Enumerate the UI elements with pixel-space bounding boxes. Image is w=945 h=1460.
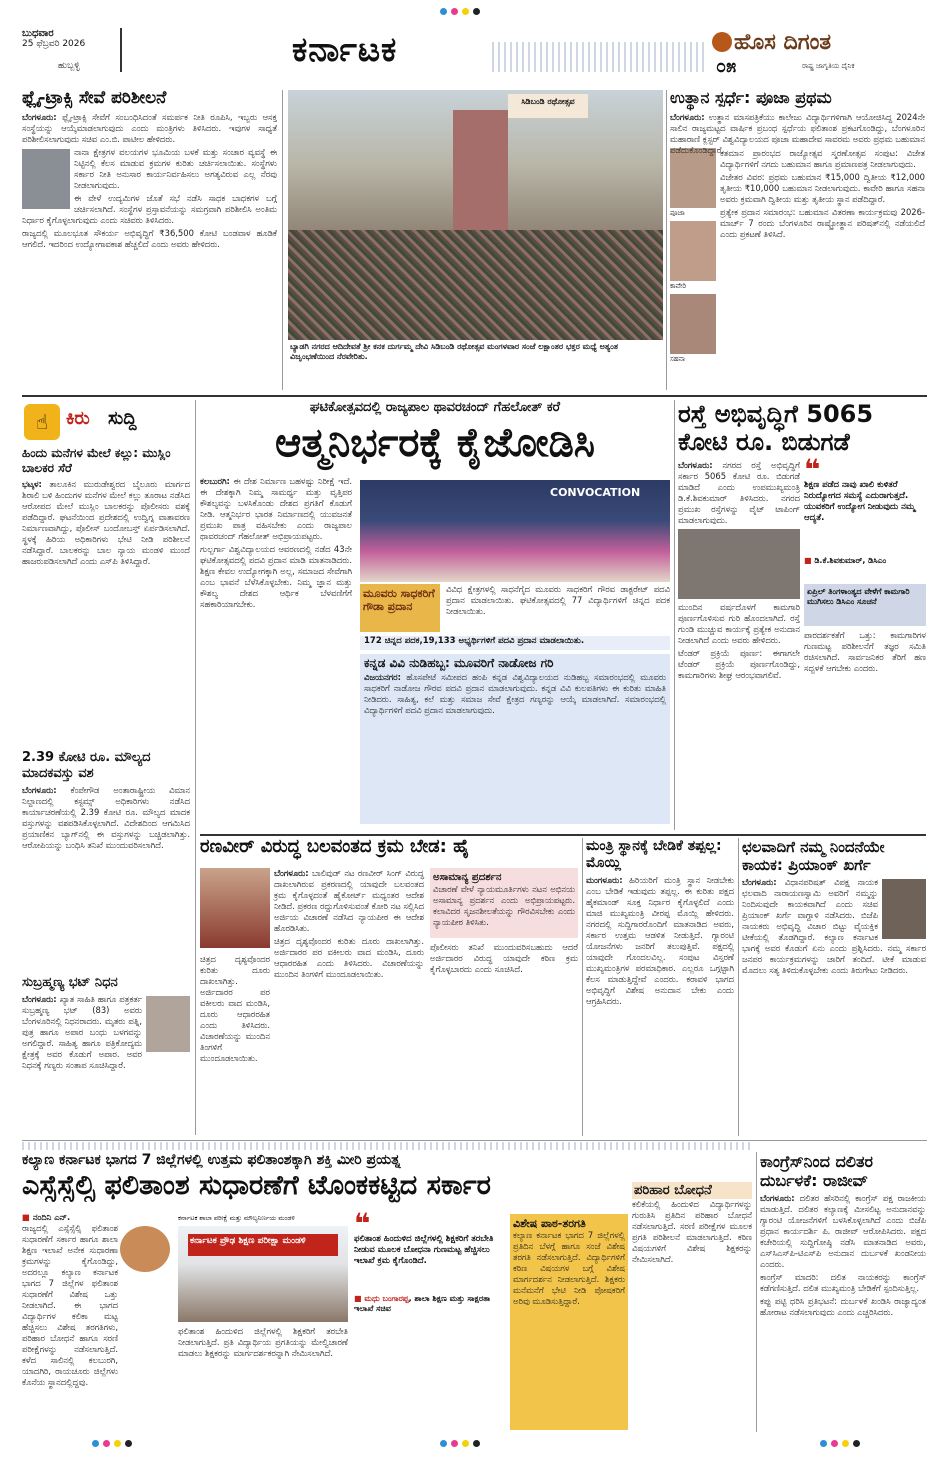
story-hc-p2: ಚಿತ್ರದ ದೃಶ್ಯವೊಂದರ ಕುರಿತು ದೂರು ದಾಖಲಾಗಿತ್ತು. ಅರ್ಜಿದಾರರ ಪರ ವಕೀಲರು ವಾದ ಮಂಡಿಸಿ, ದೂರು ಆಧಾರರಹಿತ ಎಂದು ತಿಳಿಸಿದರು. ವಿಚಾರಣೆಯನ್ನು ಮುಂದಿನ ತಿಂಗಳಿಗೆ ಮುಂದೂಡಲಾಯಿತು.	[274, 936, 424, 979]
registration-dots-bottom-right	[820, 1440, 880, 1450]
puja-portraits	[670, 148, 716, 384]
kirusuddi-hand-icon: ☝	[24, 404, 60, 440]
sslc-quote-role: ಶಾಲಾ ಶಿಕ್ಷಣ ಮತ್ತು ಸಾಕ್ಷರತಾ ಇಲಾಖೆ ಸಚಿವ	[354, 1294, 491, 1313]
story-hc-p3: ಪೊಲೀಸರು ತನಿಖೆ ಮುಂದುವರಿಸಬಹುದು ಆದರೆ ಅರ್ಜಿದಾರರ ವಿರುದ್ಧ ಯಾವುದೇ ಕಠಿಣ ಕ್ರಮ ಕೈಗೊಳ್ಳಬಾರದು ಎಂದು ಸೂಚಿಸಿದೆ.	[430, 942, 578, 974]
lead-story	[200, 400, 670, 830]
rule-v2	[666, 90, 667, 390]
rule-v6	[738, 838, 739, 1136]
story-fastag-headline: ಫ್ಲೈ-ಟ್ರಾಕ್ಸಿ ಸೇವೆ ಪರಿಶೀಲನೆ	[22, 88, 167, 108]
sslc-remedial-body: ಕಲಿಕೆಯಲ್ಲಿ ಹಿಂದುಳಿದ ವಿದ್ಯಾರ್ಥಿಗಳನ್ನು ಗುರುತಿಸಿ ಪ್ರತಿದಿನ ಪರಿಹಾರ ಬೋಧನೆ ನಡೆಸಲಾಗುತ್ತಿದೆ. ಸರಣಿ ಪರೀಕ್ಷೆಗಳ ಮೂಲಕ ಪ್ರಗತಿ ಪರಿಶೀಲನೆ ಮಾಡಲಾಗುತ್ತಿದೆ. ಕಠಿಣ ವಿಷಯಗಳಿಗೆ ವಿಶೇಷ ಶಿಕ್ಷಕರನ್ನು ನೇಮಿಸಲಾಗಿದೆ.	[632, 1199, 752, 1264]
story-hc-box-title: ಅಸಾಮಾನ್ಯ ಪ್ರದರ್ಶನ	[433, 872, 502, 883]
story-sslc	[22, 1152, 752, 1432]
kirusuddi-item-1	[22, 446, 190, 741]
story-hc-body-col1b	[200, 954, 270, 1136]
roads-p3: ಟೆಂಡರ್ ಪ್ರಕ್ರಿಯೆ ಪೂರ್ಣ: ಈಗಾಗಲೇ ಟೆಂಡರ್ ಪ್ರಕ್ರಿಯೆ ಪೂರ್ಣಗೊಂಡಿದ್ದು, ಕಾಮಗಾರಿಗಳು ಶೀಘ್ರ ಆರಂಭವಾಗಲಿವೆ.	[678, 648, 800, 680]
kirusuddi-item-1-headline: ಹಿಂದು ಮನೆಗಳ ಮೇಲೆ ಕಲ್ಲು: ಮುಸ್ಲಿಂ ಬಾಲಕರ ಸೆರೆ	[22, 446, 171, 475]
story-fastag-p3: ಈ ವೇಳೆ ಉದ್ಯಮಿಗಳ ಜೊತೆ ಸಭೆ ನಡೆಸಿ ಸಾಧಕ ಬಾಧಕಗಳ ಬಗ್ಗೆ ಚರ್ಚಿಸಲಾಗಿದೆ. ಸಂಸ್ಥೆಗಳ ಪ್ರಸ್ತಾವನೆಯನ್ನು ಸಮಗ್ರವಾಗಿ ಪರಿಶೀಲಿಸಿ ಅಂತಿಮ ನಿರ್ಧಾರ ಕೈಗೊಳ್ಳಲಾಗುವುದು ಎಂದು ಸಚಿವರು ತಿಳಿಸಿದರು.	[22, 192, 277, 225]
story-mantri-body: ಹಿರಿಯರಿಗೆ ಮಂತ್ರಿ ಸ್ಥಾನ ನೀಡಬೇಕು ಎಂಬ ಬೇಡಿಕೆ ಇಡುವುದು ತಪ್ಪಲ್ಲ. ಈ ಕುರಿತು ಪಕ್ಷದ ಹೈಕಮಾಂಡ್ ಸೂಕ್ತ ನಿರ್ಧಾರ ಕೈಗೊಳ್ಳಲಿದೆ ಎಂದು ಮಾಜಿ ಮುಖ್ಯಮಂತ್ರಿ ವೀರಪ್ಪ ಮೊಯ್ಲಿ ಹೇಳಿದರು. ನಗರದಲ್ಲಿ ಸುದ್ದಿಗಾರರೊಂದಿಗೆ ಮಾತನಾಡಿದ ಅವರು, ಸರ್ಕಾರ ಉತ್ತಮ ಆಡಳಿತ ನೀಡುತ್ತಿದೆ. ಗ್ಯಾರಂಟಿ ಯೋಜನೆಗಳು ಜನರಿಗೆ ತಲುಪುತ್ತಿವೆ. ಪಕ್ಷದಲ್ಲಿ ಯಾವುದೇ ಗೊಂದಲವಿಲ್ಲ. ಸಂಪುಟ ವಿಸ್ತರಣೆ ಮುಖ್ಯಮಂತ್ರಿಗಳ ಪರಮಾಧಿಕಾರ. ಎಲ್ಲರೂ ಒಗ್ಗಟ್ಟಾಗಿ ಕೆಲಸ ಮಾಡುತ್ತಿದ್ದೇವೆ ಎಂದರು. ಕರಾವಳಿ ಭಾಗದ ಅಭಿವೃದ್ಧಿಗೆ ವಿಶೇಷ ಅನುದಾನ ಬೇಕು ಎಂದು ಆಗ್ರಹಿಸಿದರು.	[586, 875, 734, 1006]
kirusuddi-item-3-portrait	[146, 996, 190, 1052]
brand-emblem-icon	[712, 32, 732, 52]
sslc-quote: ಫಲಿತಾಂಶ ಹಿಂದುಳಿದ ಜಿಲ್ಲೆಗಳಲ್ಲಿ ಶಿಕ್ಷಕರಿಗೆ ತರಬೇತಿ ನೀಡುವ ಮೂಲಕ ಬೋಧನಾ ಗುಣಮಟ್ಟ ಹೆಚ್ಚಿಸಲು ಇಲಾಖೆ ಕ್ರಮ ಕೈಗೊಂಡಿದೆ.	[354, 1234, 494, 1266]
roads-quote-author: ಡಿ.ಕೆ.ಶಿವಕುಮಾರ್	[814, 556, 863, 565]
rule-h1	[22, 395, 927, 397]
story-kharge-headline: ಛಲವಾದಿಗೆ ನಮ್ಮ ನಿಂದನೆಯೇ ಕಾಯಕ: ಪ್ರಿಯಾಂಕ್ ಖರ್ಗೆ	[742, 838, 885, 874]
story-rajeev-headline: ಕಾಂಗ್ರೆಸ್‌ನಿಂದ ದಲಿತರ ದುರ್ಬಳಕೆ: ರಾಜೀವ್	[760, 1152, 873, 1190]
story-hc-box-body: ವಿಚಾರಣೆ ವೇಳೆ ನ್ಯಾಯಮೂರ್ತಿಗಳು ನಟನ ಅಭಿನಯ ಅಸಾಮಾನ್ಯ ಪ್ರದರ್ಶನ ಎಂದು ಅಭಿಪ್ರಾಯಪಟ್ಟರು. ಕಲಾವಿದರ ಸೃಜನಶೀಲತೆಯನ್ನು ಗೌರವಿಸಬೇಕು ಎಂದು ನ್ಯಾಯಪೀಠ ತಿಳಿಸಿತು.	[433, 884, 575, 927]
reg-dot-magenta	[831, 1440, 838, 1447]
story-rajeev-sub1: ಕಾಂಗ್ರೆಸ್ ಮಾದರಿ: ದಲಿತ ನಾಯಕರನ್ನು ಕಾಂಗ್ರೆಸ್ ಕಡೆಗಣಿಸುತ್ತಿದೆ. ದಲಿತ ಮುಖ್ಯಮಂತ್ರಿ ಬೇಡಿಕೆಗೆ ಸ್ಪಂದಿಸುತ್ತಿಲ್ಲ.	[760, 1272, 926, 1293]
rule-v7	[756, 1152, 757, 1432]
kirusuddi-item-3-headline: ಸುಬ್ರಹ್ಮಣ್ಯ ಭಟ್ ನಿಧನ	[22, 975, 118, 990]
kirusuddi-item-2-headline: 2.39 ಕೋಟಿ ರೂ. ಮೌಲ್ಯದ ಮಾದಕವಸ್ತು ವಶ	[22, 750, 151, 781]
rule-v3	[195, 400, 196, 1135]
story-kharge	[742, 838, 926, 1136]
temple-tower	[453, 110, 508, 230]
portrait-puja	[670, 148, 716, 208]
story-hc-p1-cont: ಚಿತ್ರದ ದೃಶ್ಯವೊಂದರ ಕುರಿತು ದೂರು ದಾಖಲಾಗಿತ್ತು. ಅರ್ಜಿದಾರರ ಪರ ವಕೀಲರು ವಾದ ಮಂಡಿಸಿ, ದೂರು ಆಧಾರರಹಿತ ಎಂದು ತಿಳಿಸಿದರು. ವಿಚಾರಣೆಯನ್ನು ಮುಂದಿನ ತಿಂಗಳಿಗೆ ಮುಂದೂಡಲಾಯಿತು.	[200, 954, 270, 1063]
roads-body-col1	[678, 460, 800, 830]
story-hc-court-photo	[200, 868, 270, 948]
reg-dot-magenta	[103, 1440, 110, 1447]
kirusuddi-item-2	[22, 750, 190, 970]
story-hc-box	[430, 868, 578, 938]
story-fastag-body	[22, 112, 277, 250]
kirusuddi-header	[22, 400, 190, 444]
story-puja-p2: ಕತಮಾನ ಪ್ರಾರಂಭದ ರಾಜ್ಯೋತ್ಸವ ಸ್ಮರಣೋತ್ಸವ ಸಂಪುಟ: ವಿಜೇತ ವಿದ್ಯಾರ್ಥಿಗಳಿಗೆ ನಗದು ಬಹುಮಾನ ಹಾಗೂ ಪ್ರಮಾಣಪತ್ರ ನೀಡಲಾಗುವುದು.	[720, 148, 925, 169]
convocation-banner: CONVOCATION	[550, 486, 641, 499]
rule-h3	[22, 1140, 927, 1141]
story-fastag-p1: ಫ್ಲೈ-ಟ್ರಾಕ್ಸಿ ಸೇವೆಗೆ ಸಂಬಂಧಿಸಿದಂತೆ ಸಮರ್ಪಕ ನೀತಿ ರೂಪಿಸಿ, ಇಬ್ಬರು ಆಸಕ್ತ ಸಂಸ್ಥೆಯನ್ನು ಆಯ್ಕೆಮಾಡಲಾಗುವುದು ಎಂದು ಮಂತ್ರಿಗಳು ತಿಳಿಸಿದರು. ಇವುಗಳ ಸಾಧ್ಯತೆ ಪರಿಶೀಲಿಸಲಾಗುವುದು ಸಚಿವ ಎಂ.ಬಿ. ಪಾಟೀಲ ಹೇಳಿದರು.	[22, 111, 277, 144]
story-puja-body-col	[720, 148, 925, 384]
story-puja-dateline: ಬೆಂಗಳೂರು:	[670, 112, 705, 122]
sslc-body: ರಾಜ್ಯದಲ್ಲಿ ಎಸ್ಸೆಸ್ಸೆಲ್ಸಿ ಫಲಿತಾಂಶ ಸುಧಾರಣೆಗೆ ಸರ್ಕಾರ ಹಾಗೂ ಶಾಲಾ ಶಿಕ್ಷಣ ಇಲಾಖೆ ಅನೇಕ ಸುಧಾರಣಾ ಕ್ರಮಗಳನ್ನು ಕೈಗೊಂಡಿದ್ದು, ಅದರಲ್ಲೂ ಕಲ್ಯಾಣ ಕರ್ನಾಟಕ ಭಾಗದ 7 ಜಿಲ್ಲೆಗಳ ಫಲಿತಾಂಶ ಸುಧಾರಣೆಗೆ ವಿಶೇಷ ಒತ್ತು ನೀಡಲಾಗಿದೆ. ಈ ಭಾಗದ ವಿದ್ಯಾರ್ಥಿಗಳ ಕಲಿಕಾ ಮಟ್ಟ ಹೆಚ್ಚಿಸಲು ವಿಶೇಷ ತರಗತಿಗಳು, ಪರಿಹಾರ ಬೋಧನೆ ಹಾಗೂ ಸರಣಿ ಪರೀಕ್ಷೆಗಳನ್ನು ನಡೆಸಲಾಗುತ್ತಿದೆ. ಕಳೆದ ಸಾಲಿನಲ್ಲಿ ಕಲಬುರಗಿ, ಯಾದಗಿರಿ, ರಾಯಚೂರು ಜಿಲ್ಲೆಗಳು ಕೊನೆಯ ಸ್ಥಾನದಲ್ಲಿದ್ದವು.	[22, 1223, 118, 1387]
roads-tag: ಏಪ್ರಿಲ್ ತಿಂಗಳಾಂತ್ಯದ ವೇಳೆಗೆ ಕಾಮಗಾರಿ ಮುಗಿಸಲು ಡಿಸಿಎಂ ಸೂಚನೆ	[804, 584, 926, 626]
reg-dot-magenta	[451, 1440, 458, 1447]
lead-side	[360, 654, 670, 824]
sslc-quote-author: ಮಧು ಬಂಗಾರಪ್ಪ	[364, 1294, 409, 1303]
sslc-body-col2: ಫಲಿತಾಂಶ ಹಿಂದುಳಿದ ಜಿಲ್ಲೆಗಳಲ್ಲಿ ಶಿಕ್ಷಕರಿಗೆ ತರಬೇತಿ ನೀಡಲಾಗುತ್ತಿದೆ. ಪ್ರತಿ ವಿದ್ಯಾರ್ಥಿಯ ಪ್ರಗತಿಯನ್ನು ಮೇಲ್ವಿಚಾರಣೆ ಮಾಡಲು ಶಿಕ್ಷಕರನ್ನು ಮಾರ್ಗದರ್ಶಕರನ್ನಾಗಿ ನೇಮಿಸಲಾಗಿದೆ.	[178, 1326, 348, 1358]
reg-dot-yellow	[462, 8, 469, 15]
lead-kicker: ಘಟಿಕೋತ್ಸವದಲ್ಲಿ ರಾಜ್ಯಪಾಲ ಥಾವರಚಂದ್ ಗೆಹಲೋತ್ ಕರೆ	[309, 400, 561, 415]
sslc-seal-label: ಕರ್ನಾಟಕ ಶಾಲಾ ಪರೀಕ್ಷೆ ಮತ್ತು ಮೌಲ್ಯನಿರ್ಣಯ ಮಂಡಳಿ	[178, 1214, 295, 1222]
story-rajeev-sub2: ಕಪ್ಪು ಪಟ್ಟಿ ಧರಿಸಿ ಪ್ರತಿಭಟನೆ: ದುರ್ಬಳಕೆ ಖಂಡಿಸಿ ರಾಜ್ಯಾದ್ಯಂತ ಹೋರಾಟ ನಡೆಸಲಾಗುವುದು ಎಂದು ಎಚ್ಚರಿಸಿದರು.	[760, 1296, 926, 1317]
kirusuddi-item-3	[22, 975, 190, 1135]
sslc-special-box	[510, 1214, 628, 1430]
sslc-remedial-box	[632, 1182, 752, 1430]
masthead-divider	[120, 28, 122, 72]
reg-dot-yellow	[842, 1440, 849, 1447]
story-rajeev-body: ದಲಿತರ ಹೆಸರಿನಲ್ಲಿ ಕಾಂಗ್ರೆಸ್ ಪಕ್ಷ ರಾಜಕೀಯ ಮಾಡುತ್ತಿದೆ. ದಲಿತರ ಕಲ್ಯಾಣಕ್ಕೆ ಮೀಸಲಿಟ್ಟ ಅನುದಾನವನ್ನು ಗ್ಯಾರಂಟಿ ಯೋಜನೆಗಳಿಗೆ ಬಳಸಿಕೊಳ್ಳಲಾಗಿದೆ ಎಂದು ಬಿಜೆಪಿ ಪ್ರಧಾನ ಕಾರ್ಯದರ್ಶಿ ಪಿ. ರಾಜೀವ್ ಆರೋಪಿಸಿದರು. ಪಕ್ಷದ ಕಚೇರಿಯಲ್ಲಿ ಸುದ್ದಿಗೋಷ್ಠಿ ನಡೆಸಿ ಮಾತನಾಡಿದ ಅವರು, ಎಸ್‌ಸಿಎಸ್‌ಪಿ-ಟಿಎಸ್‌ಪಿ ಅನುದಾನ ದುರ್ಬಳಕೆ ಖಂಡನೀಯ ಎಂದರು.	[760, 1193, 927, 1269]
roads-portrait	[678, 529, 800, 599]
crowd	[288, 230, 663, 340]
registration-dots-bottom-left	[92, 1440, 152, 1450]
reg-dot-black	[125, 1440, 132, 1447]
sslc-remedial-title: ಪರಿಹಾರ ಬೋಧನೆ	[632, 1182, 752, 1199]
roads-dateline: ಬೆಂಗಳೂರು:	[678, 460, 713, 470]
story-kharge-portrait	[882, 879, 926, 939]
sslc-board-sign: ಕರ್ನಾಟಕ ಪ್ರೌಢ ಶಿಕ್ಷಣ ಪರೀಕ್ಷಾ ಮಂಡಳಿ	[188, 1234, 338, 1256]
kirusuddi-item-2-body: ಕೆಂಪೇಗೌಡ ಅಂತಾರಾಷ್ಟ್ರೀಯ ವಿಮಾನ ನಿಲ್ದಾಣದಲ್ಲಿ ಕಸ್ಟಮ್ಸ್ ಅಧಿಕಾರಿಗಳು ನಡೆಸಿದ ಕಾರ್ಯಾಚರಣೆಯಲ್ಲಿ 2.39 ಕೋಟಿ ರೂ. ಮೌಲ್ಯದ ಮಾದಕ ವಸ್ತುಗಳನ್ನು ವಶಪಡಿಸಿಕೊಳ್ಳಲಾಗಿದೆ. ವಿದೇಶದಿಂದ ಆಗಮಿಸಿದ ಪ್ರಯಾಣಿಕನ ಬ್ಯಾಗ್‌ನಲ್ಲಿ ಈ ವಸ್ತುಗಳನ್ನು ಬಚ್ಚಿಡಲಾಗಿತ್ತು. ಆರೋಪಿಯನ್ನು ಬಂಧಿಸಿ ತನಿಖೆ ಮುಂದುವರಿಸಲಾಗಿದೆ.	[22, 785, 190, 850]
roads-p4: ಪಾರದರ್ಶಕತೆಗೆ ಒತ್ತು: ಕಾಮಗಾರಿಗಳ ಗುಣಮಟ್ಟ ಪರಿಶೀಲನೆಗೆ ತಜ್ಞರ ಸಮಿತಿ ರಚಿಸಲಾಗಿದೆ. ಸಾರ್ವಜನಿಕರ ತೆರಿಗೆ ಹಣ ಸದ್ಬಳಕೆ ಆಗಬೇಕು ಎಂದರು.	[804, 630, 926, 673]
sslc-kicker: ಕಲ್ಯಾಣ ಕರ್ನಾಟಕ ಭಾಗದ 7 ಜಿಲ್ಲೆಗಳಲ್ಲಿ ಉತ್ತಮ ಫಲಿತಾಂಶಕ್ಕಾಗಿ ಶಕ್ತಿ ಮೀರಿ ಪ್ರಯತ್ನ	[22, 1152, 401, 1168]
story-mantri	[586, 838, 734, 1136]
sslc-headline: ಎಸ್ಸೆಸ್ಸೆಲ್ಸಿ ಫಲಿತಾಂಶ ಸುಧಾರಣೆಗೆ ಟೊಂಕಕಟ್ಟಿದ ಸರ್ಕಾರ	[22, 1170, 491, 1201]
lead-side-dateline: ವಿಜಯನಗರ:	[364, 672, 401, 682]
masthead-date-block	[22, 28, 117, 84]
lead-headline: ಆತ್ಮನಿರ್ಭರಕ್ಕೆ ಕೈಜೋಡಿಸಿ	[274, 420, 596, 466]
roads-p1: ನಗರದ ರಸ್ತೆ ಅಭಿವೃದ್ಧಿಗೆ ಸರ್ಕಾರ 5065 ಕೋಟಿ ರೂ. ಬಿಡುಗಡೆ ಮಾಡಿದೆ ಎಂದು ಉಪಮುಖ್ಯಮಂತ್ರಿ ಡಿ.ಕೆ.ಶಿವಕುಮಾರ್ ತಿಳಿಸಿದರು. ನಗರದ ಪ್ರಮುಖ ರಸ್ತೆಗಳನ್ನು ವೈಟ್ ಟಾಪಿಂಗ್ ಮಾಡಲಾಗುವುದು.	[678, 460, 800, 525]
festival-label: ಸಿಡಿಬಂಡಿ ರಥೋತ್ಸವ	[508, 94, 588, 118]
lead-dateline: ಕಲಬುರಗಿ:	[200, 476, 230, 486]
kirusuddi-column	[22, 400, 190, 1135]
kirusuddi-item-3-body: ಖ್ಯಾತ ಸಾಹಿತಿ ಹಾಗೂ ಪತ್ರಕರ್ತ ಸುಬ್ರಹ್ಮಣ್ಯ ಭಟ್ (83) ಅವರು ಬೆಂಗಳೂರಿನಲ್ಲಿ ನಿಧನರಾದರು. ಮೃತರು ಪತ್ನಿ, ಪುತ್ರ ಹಾಗೂ ಅಪಾರ ಬಂಧು ಬಳಗವನ್ನು ಅಗಲಿದ್ದಾರೆ. ಸಾಹಿತ್ಯ ಹಾಗೂ ಪತ್ರಿಕೋದ್ಯಮ ಕ್ಷೇತ್ರಕ್ಕೆ ಅವರ ಕೊಡುಗೆ ಅಪಾರ. ಅವರ ನಿಧನಕ್ಕೆ ಗಣ್ಯರು ಸಂತಾಪ ಸೂಚಿಸಿದ್ದಾರೆ.	[22, 994, 142, 1070]
sslc-quote-icon: ❝	[354, 1207, 371, 1240]
reg-dot-black	[853, 1440, 860, 1447]
kirusuddi-brand-a: ಕಿರು	[66, 408, 90, 429]
story-fastag-p2: ನಾನಾ ಕ್ಷೇತ್ರಗಳ ವಲಯಗಳ ಭೂಮಿಯ ಬಳಕೆ ಮತ್ತು ಸಂಚಾರ ವ್ಯವಸ್ಥೆ ಈ ನಿಟ್ಟಿನಲ್ಲಿ ಕೆಲಸ ಮಾಡುವ ಕ್ರಮಗಳ ಕುರಿತು ಚರ್ಚಿಸಲಾಯಿತು. ಸಂಸ್ಥೆಗಳು ಸರ್ಕಾರ ನೀತಿ ಅನುಸಾರ ಕಾರ್ಯನಿರ್ವಹಿಸಲು ಅಗತ್ಯವಿರುವ ಎಲ್ಲ ನೆರವು ನೀಡಲಾಗುವುದು.	[74, 146, 277, 190]
registration-dots-top	[440, 8, 500, 18]
story-hc-body-col1	[274, 868, 424, 1136]
masthead-date: 25 ಫೆಬ್ರವರಿ 2026	[22, 39, 86, 49]
masthead-hatch	[492, 42, 707, 72]
portrait-kaveri	[670, 221, 716, 281]
reg-dot-cyan	[820, 1440, 827, 1447]
lead-inset-body: ವಿವಿಧ ಕ್ಷೇತ್ರಗಳಲ್ಲಿ ಸಾಧನೆಗೈದ ಮೂವರು ಸಾಧಕರಿಗೆ ಗೌರವ ಡಾಕ್ಟರೇಟ್ ಪದವಿ ಪ್ರದಾನ ಮಾಡಲಾಯಿತು. ಘಟಿಕೋತ್ಸವದಲ್ಲಿ 77 ವಿದ್ಯಾರ್ಥಿಗಳಿಗೆ ಚಿನ್ನದ ಪದಕ ನೀಡಲಾಯಿತು.	[446, 584, 670, 616]
story-kharge-dateline: ಬೆಂಗಳೂರು:	[742, 877, 777, 887]
reg-dot-yellow	[462, 1440, 469, 1447]
sslc-special-title: ವಿಶೇಷ ಪಾಠ-ತರಗತಿ	[513, 1217, 586, 1230]
kirusuddi-item-2-dateline: ಬೆಂಗಳೂರು:	[22, 785, 57, 795]
lead-side-body: ಹೊಸಪೇಟೆ ಸಮೀಪದ ಹಂಪಿ ಕನ್ನಡ ವಿಶ್ವವಿದ್ಯಾಲಯದ ನುಡಿಹಬ್ಬ ಸಮಾರಂಭದಲ್ಲಿ ಮೂವರು ಸಾಧಕರಿಗೆ ನಾಡೋಜ ಗೌರವ ಪದವಿ ಪ್ರದಾನ ಮಾಡಲಾಗುವುದು. ಕನ್ನಡ ವಿವಿ ಕುಲಪತಿಗಳು ಈ ಕುರಿತು ಮಾಹಿತಿ ನೀಡಿದರು. ಸಾಹಿತ್ಯ, ಕಲೆ ಮತ್ತು ಸಮಾಜ ಸೇವೆ ಕ್ಷೇತ್ರದ ಗಣ್ಯರನ್ನು ಆಯ್ಕೆ ಮಾಡಲಾಗಿದೆ. ಸಮಾರಂಭದಲ್ಲಿ ವಿದ್ಯಾರ್ಥಿಗಳಿಗೆ ಪದವಿ ಪ್ರದಾನ ಮಾಡಲಾಗುವುದು.	[364, 672, 666, 715]
story-hc-p1: ಬಾಲಿವುಡ್ ನಟ ರಣವೀರ್ ಸಿಂಗ್ ವಿರುದ್ಧ ದಾಖಲಾಗಿರುವ ಪ್ರಕರಣದಲ್ಲಿ ಯಾವುದೇ ಬಲವಂತದ ಕ್ರಮ ಕೈಗೊಳ್ಳದಂತೆ ಹೈಕೋರ್ಟ್ ಮಧ್ಯಂತರ ಆದೇಶ ನೀಡಿದೆ. ಪ್ರಕರಣ ರದ್ದುಗೊಳಿಸುವಂತೆ ಕೋರಿ ನಟ ಸಲ್ಲಿಸಿದ ಅರ್ಜಿಯ ವಿಚಾರಣೆ ನಡೆಸಿದ ನ್ಯಾಯಪೀಠ ಈ ಆದೇಶ ಹೊರಡಿಸಿತು.	[274, 868, 424, 933]
registration-dots-bottom-center	[440, 1440, 500, 1450]
lead-p1: ಈ ದೇಶ ನಿರ್ಮಾಣ ಬಹಳಷ್ಟು ನಿರೀಕ್ಷೆ ಇದೆ. ಈ ದೇಶಕ್ಕಾಗಿ ನಿಮ್ಮ ಸಾಮರ್ಥ್ಯ ಮತ್ತು ವೃತ್ತಿಪರ ಕೌಶಲ್ಯವನ್ನು ಬಳಸಿಕೊಂಡು ದೇಶದ ಪ್ರಗತಿಗೆ ಕೊಡುಗೆ ನೀಡಿ. ಆತ್ಮನಿರ್ಭರ ಭಾರತ ನಿರ್ಮಾಣದಲ್ಲಿ ಯುವಜನತೆ ಪ್ರಮುಖ ಪಾತ್ರ ವಹಿಸಬೇಕು ಎಂದು ರಾಜ್ಯಪಾಲ ಥಾವರಚಂದ್ ಗೆಹಲೋತ್ ಅಭಿಪ್ರಾಯಪಟ್ಟರು.	[200, 476, 352, 541]
portrait-sahana	[670, 294, 716, 354]
story-rajeev-dateline: ಬೆಂಗಳೂರು:	[760, 1193, 795, 1203]
story-fastag-portrait	[22, 149, 70, 209]
rule-v5	[582, 838, 583, 1136]
sslc-byline: ನಂದಿನಿ ಎನ್.	[32, 1212, 71, 1222]
roads-quote: ಶಿಕ್ಷಣ ಪಡೆದ ನಾವು ಖಾಲಿ ಕುಳಿತರೆ ನಿರುದ್ಯೋಗದ ಸಮಸ್ಯೆ ಎದುರಾಗುತ್ತದೆ. ಯುವಕರಿಗೆ ಉದ್ಯೋಗ ನೀಡುವುದು ನಮ್ಮ ಆದ್ಯತೆ.	[804, 480, 916, 523]
story-rajeev	[760, 1152, 926, 1432]
sslc-special-body: ಕಲ್ಯಾಣ ಕರ್ನಾಟಕ ಭಾಗದ 7 ಜಿಲ್ಲೆಗಳಲ್ಲಿ ಪ್ರತಿದಿನ ಬೆಳಗ್ಗೆ ಹಾಗೂ ಸಂಜೆ ವಿಶೇಷ ತರಗತಿ ನಡೆಸಲಾಗುತ್ತಿದೆ. ವಿದ್ಯಾರ್ಥಿಗಳಿಗೆ ಕಠಿಣ ವಿಷಯಗಳ ಬಗ್ಗೆ ವಿಶೇಷ ಮಾರ್ಗದರ್ಶನ ನೀಡಲಾಗುತ್ತಿದೆ. ಶಿಕ್ಷಕರು ಮನೆಮನೆಗೆ ಭೇಟಿ ನೀಡಿ ಪೋಷಕರಿಗೆ ಅರಿವು ಮೂಡಿಸುತ್ತಿದ್ದಾರೆ.	[513, 1230, 625, 1306]
story-mantri-headline: ಮಂತ್ರಿ ಸ್ಥಾನಕ್ಕೆ ಬೇಡಿಕೆ ತಪ್ಪಲ್ಲ: ಮೊಯ್ಲಿ	[586, 838, 722, 871]
sslc-seal	[120, 1226, 170, 1272]
masthead-city: ಹುಬ್ಬಳ್ಳಿ	[58, 61, 80, 71]
roads-p2: ಮುಂದಿನ ವರ್ಷದೊಳಗೆ ಕಾಮಗಾರಿ ಪೂರ್ಣಗೊಳಿಸುವ ಗುರಿ ಹೊಂದಲಾಗಿದೆ. ರಸ್ತೆ ಗುಂಡಿ ಮುಚ್ಚುವ ಕಾರ್ಯಕ್ಕೆ ಪ್ರತ್ಯೇಕ ಅನುದಾನ ನೀಡಲಾಗಿದೆ ಎಂದು ಅವರು ಹೇಳಿದರು.	[678, 602, 800, 645]
sslc-body-col1: ■ ನಂದಿನಿ ಎನ್. ರಾಜ್ಯದಲ್ಲಿ ಎಸ್ಸೆಸ್ಸೆಲ್ಸಿ ಫಲಿತಾಂಶ ಸುಧಾರಣೆಗೆ ಸರ್ಕಾರ ಹಾಗೂ ಶಾಲಾ ಶಿಕ್ಷಣ ಇಲಾಖೆ ಅನೇಕ ಸುಧಾರಣಾ ಕ್ರಮಗಳನ್ನು ಕೈಗೊಂಡಿದ್ದು, ಅದರಲ್ಲೂ ಕಲ್ಯಾಣ ಕರ್ನಾಟಕ ಭಾಗದ 7 ಜಿಲ್ಲೆಗಳ ಫಲಿತಾಂಶ ಸುಧಾರಣೆಗೆ ವಿಶೇಷ ಒತ್ತು ನೀಡಲಾಗಿದೆ. ಈ ಭಾಗದ ವಿದ್ಯಾರ್ಥಿಗಳ ಕಲಿಕಾ ಮಟ್ಟ ಹೆಚ್ಚಿಸಲು ವಿಶೇಷ ತರಗತಿಗಳು, ಪರಿಹಾರ ಬೋಧನೆ ಹಾಗೂ ಸರಣಿ ಪರೀಕ್ಷೆಗಳನ್ನು ನಡೆಸಲಾಗುತ್ತಿದೆ. ಕಳೆದ ಸಾಲಿನಲ್ಲಿ ಕಲಬುರಗಿ, ಯಾದಗಿರಿ, ರಾಯಚೂರು ಜಿಲ್ಲೆಗಳು ಕೊನೆಯ ಸ್ಥಾನದಲ್ಲಿದ್ದವು.	[22, 1212, 172, 1430]
reg-dot-cyan	[440, 1440, 447, 1447]
portrait-sahana-label: ಸಹನಾ	[670, 355, 685, 363]
masthead	[22, 28, 927, 88]
story-puja-p1a: ಉತ್ಥಾನ ಮಾಸಪತ್ರಿಕೆಯು ಕಾಲೇಜು ವಿದ್ಯಾರ್ಥಿಗಳಿಗಾಗಿ ಆಯೋಜಿಸಿದ್ದ 2024ನೇ ಸಾಲಿನ ರಾಜ್ಯಮಟ್ಟದ ವಾರ್ಷಿಕ ಪ್ರಬಂಧ ಸ್ಪರ್ಧೆಯ ಫಲಿತಾಂಶ ಪ್ರಕಟಗೊಂಡಿದ್ದು, ಬೆಂಗಳೂರಿನ ಮಹಾರಾಣಿ ಕ್ಲಸ್ಟರ್ ವಿಶ್ವವಿದ್ಯಾಲಯದ ಪೂಜಾ ಮಹಾದೇವ ಸಾವರಮ ಅವರು ಪ್ರಥಮ ಬಹುಮಾನ ಪಡೆದುಕೊಂಡಿದ್ದಾರೆ.	[670, 112, 925, 155]
sslc-quote-block: ❝ ಫಲಿತಾಂಶ ಹಿಂದುಳಿದ ಜಿಲ್ಲೆಗಳಲ್ಲಿ ಶಿಕ್ಷಕರಿಗೆ ತರಬೇತಿ ನೀಡುವ ಮೂಲಕ ಬೋಧನಾ ಗುಣಮಟ್ಟ ಹೆಚ್ಚಿಸಲು ಇಲಾಖೆ ಕ್ರಮ ಕೈಗೊಂಡಿದೆ. ■ ಮಧು ಬಂಗಾರಪ್ಪ, ಶಾಲಾ ಶಿಕ್ಷಣ ಮತ್ತು ಸಾಕ್ಷರತಾ ಇಲಾಖೆ ಸಚಿವ	[354, 1214, 504, 1430]
sslc-board-photo	[178, 1226, 348, 1322]
reg-dot-yellow	[114, 1440, 121, 1447]
kirusuddi-brand-b: ಸುದ್ದಿ	[108, 408, 137, 429]
brand-tagline: ರಾಷ್ಟ್ರ ಜಾಗೃತಿಯ ದೈನಿಕ	[802, 62, 855, 70]
page-number: ೦೫	[716, 56, 737, 77]
kirusuddi-item-1-body: ತಾಲೂಕಿನ ಮುರುಡೇಶ್ವರದ ಬೈಲೂರು ಮಾರ್ಗದ ಶಿರಾಲಿ ಬಳಿ ಹಿಂದುಗಳ ಮನೆಗಳ ಮೇಲೆ ಕಲ್ಲು ತೂರಾಟ ನಡೆಸಿದ ಆರೋಪದ ಮೇಲೆ ಮುಸ್ಲಿಂ ಬಾಲಕರನ್ನು ಪೊಲೀಸರು ವಶಕ್ಕೆ ಪಡೆದಿದ್ದಾರೆ. ಘಟನೆಯಿಂದ ಪ್ರದೇಶದಲ್ಲಿ ಉದ್ವಿಗ್ನ ವಾತಾವರಣ ನಿರ್ಮಾಣವಾಗಿದ್ದು, ಪೊಲೀಸ್ ಬಂದೋಬಸ್ತ್ ಏರ್ಪಡಿಸಲಾಗಿದೆ. ಸ್ಥಳಕ್ಕೆ ಹಿರಿಯ ಅಧಿಕಾರಿಗಳು ಭೇಟಿ ನೀಡಿ ಪರಿಶೀಲನೆ ನಡೆಸಿದ್ದಾರೆ. ಬಾಲಕರನ್ನು ಬಾಲ ನ್ಯಾಯ ಮಂಡಳಿ ಮುಂದೆ ಹಾಜರುಪಡಿಸಲಾಗಿದೆ ಎಂದು ಎಸ್‌ಪಿ ತಿಳಿಸಿದ್ದಾರೆ.	[22, 479, 190, 566]
story-puja-p3: ವಿಜೇತರ ವಿವರ: ಪ್ರಥಮ ಬಹುಮಾನ ₹15,000 ದ್ವಿತೀಯ ₹12,000 ತೃತೀಯ ₹10,000 ಬಹುಮಾನ ನೀಡಲಾಗುವುದು. ಕಾವೇರಿ ಹಾಗೂ ಸಹನಾ ಅವರು ಕ್ರಮವಾಗಿ ದ್ವಿತೀಯ ಮತ್ತು ತೃತೀಯ ಸ್ಥಾನ ಪಡೆದಿದ್ದಾರೆ.	[720, 172, 925, 204]
reg-dot-magenta	[451, 8, 458, 15]
row-divider-hatch	[22, 1142, 752, 1150]
lead-p2: ಗುಲ್ಬರ್ಗಾ ವಿಶ್ವವಿದ್ಯಾಲಯದ ಆವರಣದಲ್ಲಿ ನಡೆದ 43ನೇ ಘಟಿಕೋತ್ಸವದಲ್ಲಿ ಪದವಿ ಪ್ರದಾನ ಮಾಡಿ ಮಾತನಾಡಿದರು. ಶಿಕ್ಷಣ ಕೇವಲ ಉದ್ಯೋಗಕ್ಕಾಗಿ ಅಲ್ಲ, ಸಮಾಜದ ಸೇವೆಗಾಗಿ ಎಂಬ ಭಾವನೆ ಬೆಳೆಸಿಕೊಳ್ಳಬೇಕು. ನಿಮ್ಮ ಜ್ಞಾನ ಮತ್ತು ಕೌಶಲ್ಯ ದೇಶದ ಆರ್ಥಿಕ ಬೆಳವಣಿಗೆಗೆ ಸಹಕಾರಿಯಾಗಬೇಕು.	[200, 544, 352, 609]
portrait-kaveri-label: ಕಾವೇರಿ	[670, 282, 687, 290]
kirusuddi-item-3-dateline: ಬೆಂಗಳೂರು:	[22, 994, 57, 1004]
festival-caption: ಬ್ಯಾಡಗಿ ನಗರದ ಆದಿದೇವತೆ ಶ್ರೀ ಕನಕ ದುರ್ಗಮ್ಮ ದೇವಿ ಸಿಡಿಬಂಡಿ ರಥೋತ್ಸವ ಮಂಗಳವಾರ ಸಂಜೆ ಲಕ್ಷಾಂತರ ಭಕ್ತರ ಮಧ್ಯೆ ಅತ್ಯಂತ ವಿಜೃಂಭಣೆಯಿಂದ ನೆರವೇರಿತು.	[290, 342, 618, 361]
lead-stat: 172 ಚಿನ್ನದ ಪದಕ,19,133 ಅಭ್ಯರ್ಥಿಗಳಿಗೆ ಪದವಿ ಪ್ರದಾನ ಮಾಡಲಾಯಿತು.	[360, 636, 670, 650]
festival-photo	[288, 90, 663, 340]
roads-quote-role: ಡಿಸಿಎಂ	[868, 556, 887, 565]
story-hc-body-col2	[430, 942, 578, 1136]
rule-v1	[282, 90, 283, 390]
story-fastag-p4: ರಾಜ್ಯದಲ್ಲಿ ಮೂಲಭೂತ ಸೌಕರ್ಯ ಅಭಿವೃದ್ಧಿಗೆ ₹36,500 ಕೋಟಿ ಬಂಡವಾಳ ಹೂಡಿಕೆ ಆಗಲಿದೆ. ಇದರಿಂದ ಉದ್ಯೋಗಾವಕಾಶ ಹೆಚ್ಚಲಿದೆ ಎಂದು ಅವರು ಹೇಳಿದರು.	[22, 227, 277, 249]
brand-logo	[712, 30, 927, 80]
story-fastag	[22, 90, 277, 390]
story-hc-dateline: ಬೆಂಗಳೂರು:	[274, 868, 309, 878]
lead-body-col1	[200, 476, 352, 826]
story-puja-body	[670, 112, 925, 155]
kirusuddi-item-1-dateline: ಭಟ್ಕಳ:	[22, 479, 42, 489]
reg-dot-cyan	[440, 8, 447, 15]
story-puja	[670, 90, 925, 390]
roads-quote-block: ❝ ಶಿಕ್ಷಣ ಪಡೆದ ನಾವು ಖಾಲಿ ಕುಳಿತರೆ ನಿರುದ್ಯೋಗದ ಸಮಸ್ಯೆ ಎದುರಾಗುತ್ತದೆ. ಯುವಕರಿಗೆ ಉದ್ಯೋಗ ನೀಡುವುದು ನಮ್ಮ ಆದ್ಯತೆ. ■ ಡಿ.ಕೆ.ಶಿವಕುಮಾರ್, ಡಿಸಿಎಂ	[804, 460, 926, 580]
story-puja-headline: ಉತ್ಥಾನ ಸ್ಪರ್ಧೆ: ಪೂಜಾ ಪ್ರಥಮ	[670, 88, 832, 107]
reg-dot-black	[473, 1440, 480, 1447]
brand-name: ಹೊಸ ದಿಗಂತ	[734, 30, 832, 55]
rule-v4	[674, 400, 675, 830]
section-title: ಕರ್ನಾಟಕ	[292, 30, 398, 70]
lead-inset-title: ಮೂವರು ಸಾಧಕರಿಗೆ ಗೌಡಾ ಪ್ರದಾನ	[360, 584, 440, 632]
reg-dot-black	[473, 8, 480, 15]
story-mantri-dateline: ಮಂಗಳೂರು:	[586, 875, 623, 885]
convocation-photo	[360, 480, 670, 582]
reg-dot-cyan	[92, 1440, 99, 1447]
masthead-day: ಬುಧವಾರ	[22, 28, 54, 39]
roads-headline: ರಸ್ತೆ ಅಭಿವೃದ್ಧಿಗೆ 5065 ಕೋಟಿ ರೂ. ಬಿಡುಗಡೆ	[678, 400, 874, 456]
story-puja-p4: ಪ್ರತ್ಯೇಕ ಪ್ರದಾನ ಸಮಾರಂಭ: ಬಹುಮಾನ ವಿತರಣಾ ಕಾರ್ಯಕ್ರಮವು 2026-ಮಾರ್ಚ್ 7 ರಂದು ಬೆಂಗಳೂರಿನ ರಾಷ್ಟ್ರೋತ್ಥಾನ ಪರಿಷತ್‌ನಲ್ಲಿ ನಡೆಯಲಿದೆ ಎಂದು ಪ್ರಕಟಣೆ ತಿಳಿಸಿದೆ.	[720, 207, 925, 239]
roads-story	[678, 400, 926, 830]
lead-side-title: ಕನ್ನಡ ವಿವಿ ನುಡಿಹಬ್ಬ: ಮೂವರಿಗೆ ನಾಡೋಜ ಗರಿ	[364, 656, 554, 670]
roads-body-col2	[804, 630, 926, 830]
story-hc-headline: ರಣವೀರ್ ವಿರುದ್ಧ ಬಲವಂತದ ಕ್ರಮ ಬೇಡ: ಹೈ	[200, 836, 470, 857]
story-kharge-body: ವಿಧಾನಪರಿಷತ್ ವಿಪಕ್ಷ ನಾಯಕ ಛಲವಾದಿ ನಾರಾಯಣಸ್ವಾಮಿ ಅವರಿಗೆ ನಮ್ಮನ್ನು ನಿಂದಿಸುವುದೇ ಕಾಯಕವಾಗಿದೆ ಎಂದು ಸಚಿವ ಪ್ರಿಯಾಂಕ್ ಖರ್ಗೆ ವಾಗ್ದಾಳಿ ನಡೆಸಿದರು. ಬಿಜೆಪಿ ನಾಯಕರು ಅಭಿವೃದ್ಧಿ ವಿಚಾರ ಬಿಟ್ಟು ವೈಯಕ್ತಿಕ ಟೀಕೆಯಲ್ಲಿ ತೊಡಗಿದ್ದಾರೆ. ಕಲ್ಯಾಣ ಕರ್ನಾಟಕ ಭಾಗಕ್ಕೆ ಅವರ ಕೊಡುಗೆ ಏನು ಎಂದು ಪ್ರಶ್ನಿಸಿದರು. ನಮ್ಮ ಸರ್ಕಾರ ಜನಪರ ಕಾರ್ಯಕ್ರಮಗಳನ್ನು ಜಾರಿಗೆ ತಂದಿದೆ. ಟೀಕೆ ಮಾಡುವ ಮೊದಲು ಸತ್ಯ ತಿಳಿದುಕೊಳ್ಳಬೇಕು ಎಂದು ತಿರುಗೇಟು ನೀಡಿದರು.	[742, 877, 926, 975]
lead-inset	[360, 584, 670, 634]
roads-quote-icon: ❝	[804, 453, 821, 486]
story-fastag-dateline: ಬೆಂಗಳೂರು:	[22, 111, 57, 122]
story-hc	[200, 838, 578, 1136]
portrait-puja-label: ಪೂಜಾ	[670, 209, 685, 217]
